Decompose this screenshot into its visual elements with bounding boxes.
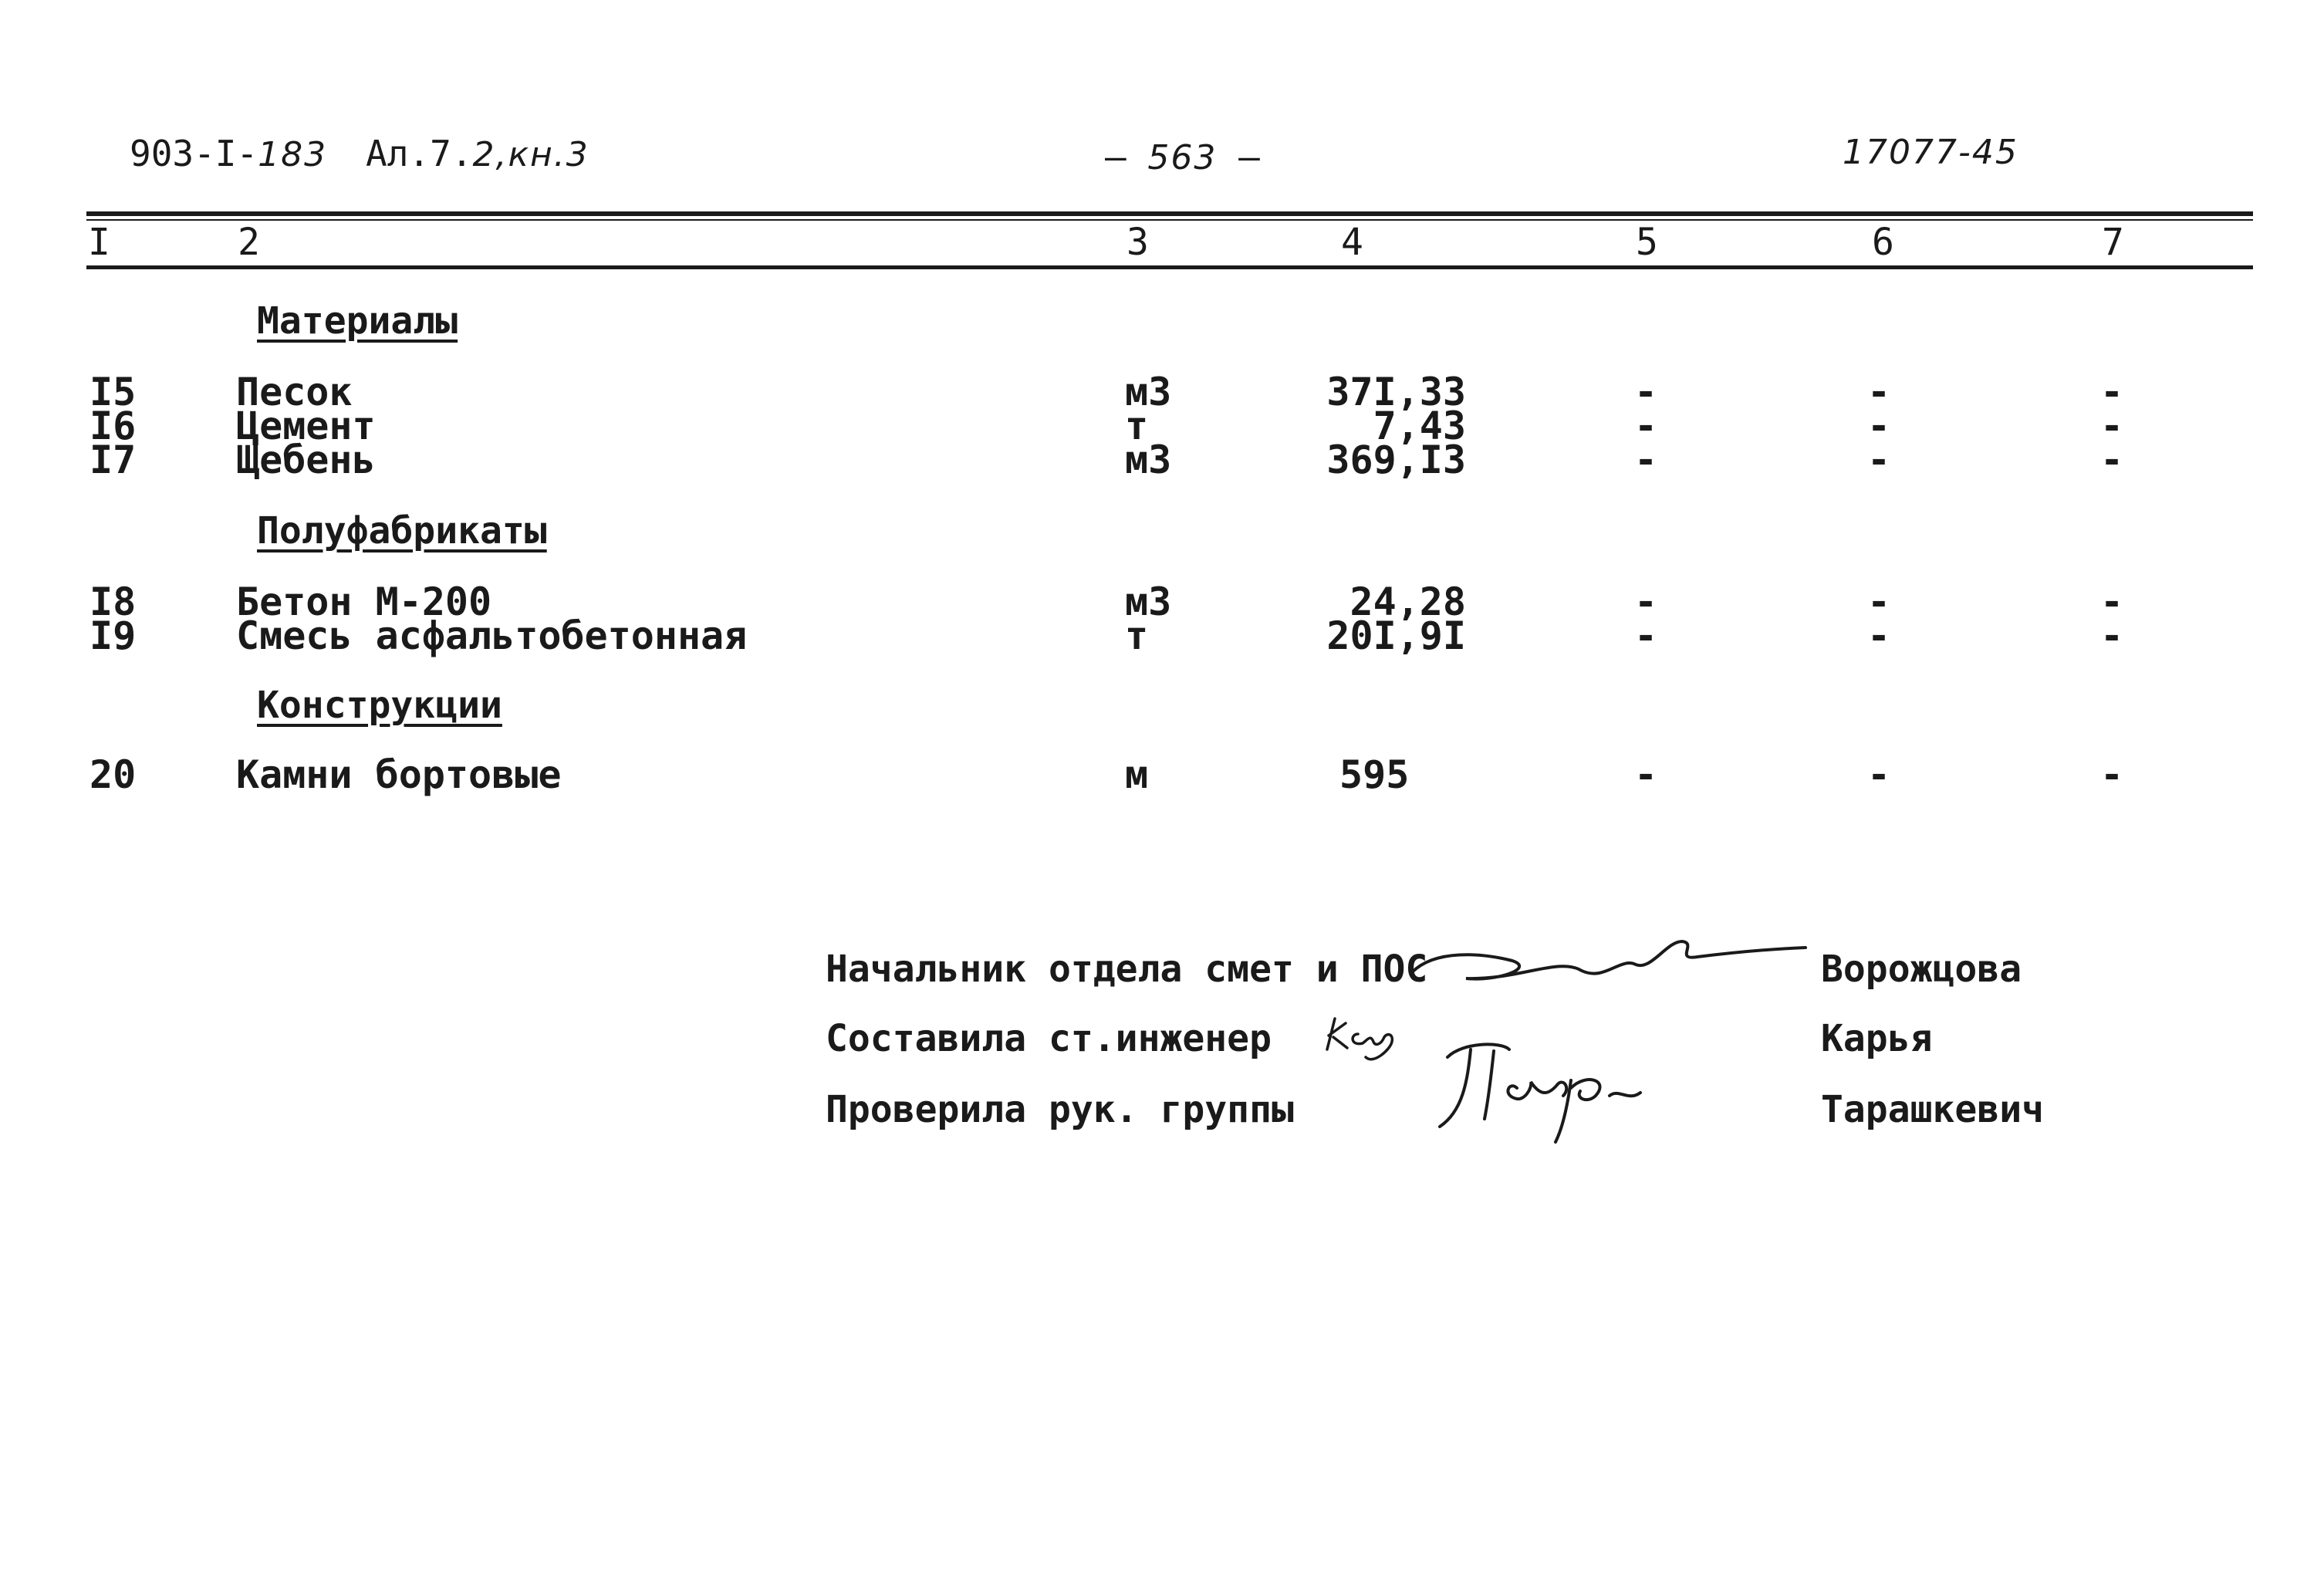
- row-col7: -: [2100, 404, 2124, 448]
- row-col7: -: [2100, 438, 2124, 482]
- row-unit: м: [1125, 752, 1149, 797]
- row-col7: -: [2100, 752, 2124, 797]
- row-col5: -: [1634, 580, 1658, 624]
- row-name: Смесь асфальтобетонная: [236, 613, 748, 658]
- section-title-materials: Материалы: [257, 299, 458, 343]
- col-6-header: 6: [1872, 221, 1894, 264]
- col-1-header: I: [88, 221, 110, 264]
- col-4-header: 4: [1341, 221, 1363, 264]
- table-row: [0, 613, 2324, 658]
- row-name: Цемент: [236, 404, 376, 448]
- doc-code: [130, 133, 327, 174]
- row-quantity: 20I,9I: [1326, 613, 1466, 658]
- section-title-semi-finished: Полуфабрикаты: [257, 509, 547, 553]
- col-3-header: 3: [1127, 221, 1149, 264]
- archive-number: 17077-45: [1843, 133, 2018, 172]
- row-col6: -: [1867, 404, 1891, 448]
- row-number: I6: [90, 404, 137, 448]
- row-quantity: 595: [1339, 752, 1410, 797]
- table-row: [0, 438, 2324, 482]
- row-quantity: 24,28: [1349, 580, 1466, 624]
- col-2-header: 2: [238, 221, 260, 264]
- row-col6: -: [1867, 580, 1891, 624]
- signature-role-head: Начальник отдела смет и ПОС: [826, 948, 1428, 991]
- row-name: Песок: [236, 370, 353, 414]
- col-7-header: 7: [2102, 221, 2124, 264]
- row-number: I5: [90, 370, 137, 414]
- row-unit: м3: [1125, 370, 1172, 414]
- table-header-bottom-rule: [86, 265, 2253, 269]
- row-unit: м3: [1125, 580, 1172, 624]
- table-row: [0, 752, 2324, 797]
- row-col6: -: [1867, 752, 1891, 797]
- row-number: I7: [90, 438, 137, 482]
- row-number: 20: [90, 752, 137, 797]
- row-col5: -: [1634, 370, 1658, 414]
- row-col5: -: [1634, 438, 1658, 482]
- row-unit: т: [1125, 613, 1149, 658]
- page-number: – 563 –: [1105, 136, 1260, 177]
- signature-name-compiler: Карья: [1821, 1017, 1933, 1060]
- row-col5: -: [1634, 752, 1658, 797]
- signature-role-checker: Проверила рук. группы: [826, 1088, 1294, 1131]
- handwritten-signature-head: [1404, 926, 1813, 995]
- row-number: I9: [90, 613, 137, 658]
- row-col7: -: [2100, 613, 2124, 658]
- row-name: Камни бортовые: [236, 752, 562, 797]
- handwritten-signature-checker: [1417, 1034, 1664, 1150]
- row-name: Бетон М-200: [236, 580, 492, 624]
- album-ref-typed: Ал.7.: [366, 133, 473, 174]
- row-col6: -: [1867, 438, 1891, 482]
- row-col5: -: [1634, 613, 1658, 658]
- row-number: I8: [90, 580, 137, 624]
- signature-name-head: Ворожцова: [1821, 948, 2022, 991]
- album-ref-handwritten: 2,кн.3: [472, 135, 589, 174]
- col-5-header: 5: [1636, 221, 1658, 264]
- row-quantity: 7,43: [1373, 404, 1466, 448]
- doc-code-typed: 903-I-: [130, 133, 258, 174]
- table-top-rule-thin: [86, 219, 2253, 221]
- signature-name-checker: Тарашкевич: [1821, 1088, 2044, 1131]
- row-col6: -: [1867, 613, 1891, 658]
- row-unit: т: [1125, 404, 1149, 448]
- row-col7: -: [2100, 370, 2124, 414]
- row-quantity: 369,I3: [1326, 438, 1466, 482]
- row-quantity: 37I,33: [1326, 370, 1466, 414]
- row-unit: м3: [1125, 438, 1172, 482]
- row-col7: -: [2100, 580, 2124, 624]
- row-name: Щебень: [236, 438, 376, 482]
- signature-role-compiler: Составила ст.инженер: [826, 1017, 1272, 1060]
- row-col6: -: [1867, 370, 1891, 414]
- album-ref: [366, 133, 589, 174]
- table-top-rule: [86, 211, 2253, 216]
- page-number-value: 563: [1147, 138, 1218, 177]
- doc-code-handwritten: 183: [258, 135, 328, 174]
- section-title-structures: Конструкции: [257, 684, 502, 727]
- row-col5: -: [1634, 404, 1658, 448]
